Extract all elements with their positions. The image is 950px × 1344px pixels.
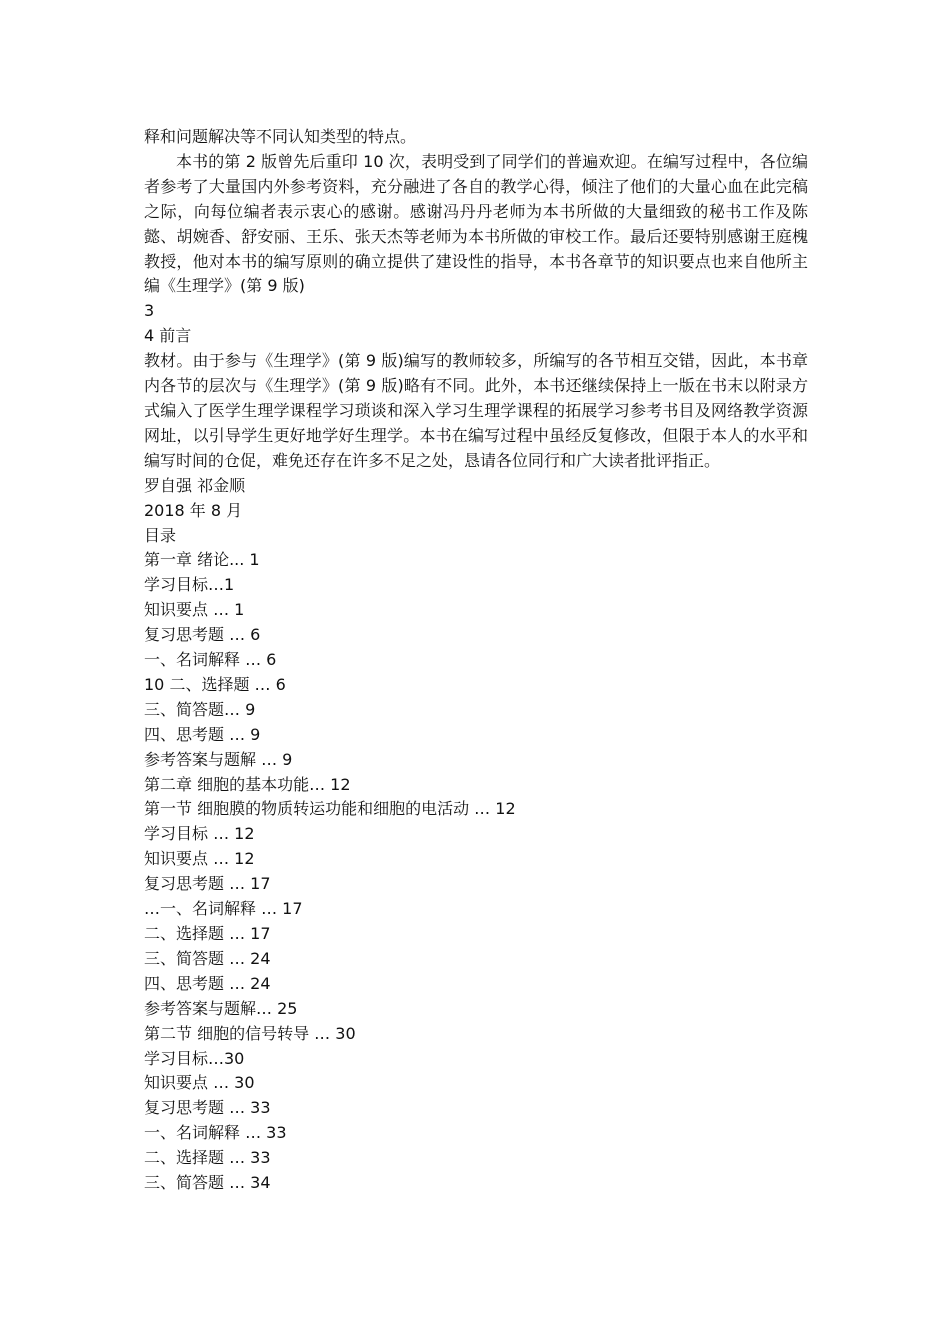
preface-date: 2018 年 8 月 xyxy=(144,500,243,520)
toc-entry: 知识要点 … 1 xyxy=(144,600,245,620)
table-of-contents xyxy=(144,548,808,1196)
toc-entry: 三、简答题 … 34 xyxy=(144,1173,271,1193)
page-number: 3 xyxy=(144,301,155,321)
toc-entry: …一、名词解释 … 17 xyxy=(144,899,303,919)
toc-entry: 四、思考题 … 9 xyxy=(144,724,261,744)
toc-entry: 知识要点 … 30 xyxy=(144,1073,255,1093)
toc-entry: 复习思考题 … 17 xyxy=(144,874,271,894)
toc-entry: 二、选择题 … 33 xyxy=(144,1148,271,1168)
toc-entry: 第一章 绪论... 1 xyxy=(144,550,260,570)
toc-entry: 参考答案与题解 … 9 xyxy=(144,749,293,769)
toc-entry: 二、选择题 … 17 xyxy=(144,924,271,943)
toc-entry: 复习思考题 … 6 xyxy=(144,625,261,645)
author-names: 罗自强 祁金顺 xyxy=(144,475,246,495)
toc-entry: 知识要点 … 12 xyxy=(144,849,255,869)
paragraph-continuation: 释和问题解决等不同认知类型的特点。 xyxy=(144,127,417,146)
toc-entry: 第二节 细胞的信号转导 … 30 xyxy=(144,1023,356,1043)
toc-entry: 复习思考题 … 33 xyxy=(144,1098,271,1118)
toc-entry: 第一节 细胞膜的物质转运功能和细胞的电活动 … 12 xyxy=(144,799,516,819)
toc-entry: 学习目标…30 xyxy=(144,1048,245,1068)
document-content xyxy=(144,125,808,1196)
toc-entry: 一、名词解释 … 6 xyxy=(144,650,277,670)
toc-title: 目录 xyxy=(144,525,177,545)
toc-entry: 三、简答题 … 24 xyxy=(144,948,271,968)
toc-entry: 参考答案与题解… 25 xyxy=(144,998,298,1018)
paragraph-acknowledgement: 本书的第 2 版曾先后重印 10 次，表明受到了同学们的普遍欢迎。在编写过程中，各位编者参考了大量国内外参考资料，充分融进了各自的教学心得，倾注了他们的大量心血在此完稿之际，向每位编者表示衷心的感谢。感谢冯丹丹老师为本书所做的大量细致的秘书工作及陈懿、胡婉香、舒安丽、王乐、张天杰等老师为本书所做的审校工作。最后还要特别感谢王庭槐教授，他对本书的编写原则的确立提供了建设性的指导，本书各章节的知识要点也来自他所主编《生理学》(第 9 版) xyxy=(144,151,808,296)
toc-entry: 学习目标…1 xyxy=(144,575,235,595)
toc-entry: 10 二、选择题 … 6 xyxy=(144,674,286,694)
paragraph-preface-end: 教材。由于参与《生理学》(第 9 版)编写的教师较多，所编写的各节相互交错，因此，本书章内各节的层次与《生理学》(第 9 版)略有不同。此外，本书还继续保持上一版在书末以附录方式编入了医学生理学课程学习琐谈和深入学习生理学课程的拓展学习参考书目及网络教学资源网址，以引导学生更好地学好生理学。本书在编写过程中虽经反复修改，但限于本人的水平和编写时间的仓促，难免还存在许多不足之处，恳请各位同行和广大读者批评指正。 xyxy=(144,351,808,470)
running-header: 4 前言 xyxy=(144,326,192,346)
toc-entry: 三、简答题… 9 xyxy=(144,699,256,719)
toc-entry: 第二章 细胞的基本功能… 12 xyxy=(144,774,351,794)
toc-entry: 学习目标 … 12 xyxy=(144,824,255,844)
toc-entry: 四、思考题 … 24 xyxy=(144,973,271,993)
toc-entry: 一、名词解释 … 33 xyxy=(144,1123,287,1143)
